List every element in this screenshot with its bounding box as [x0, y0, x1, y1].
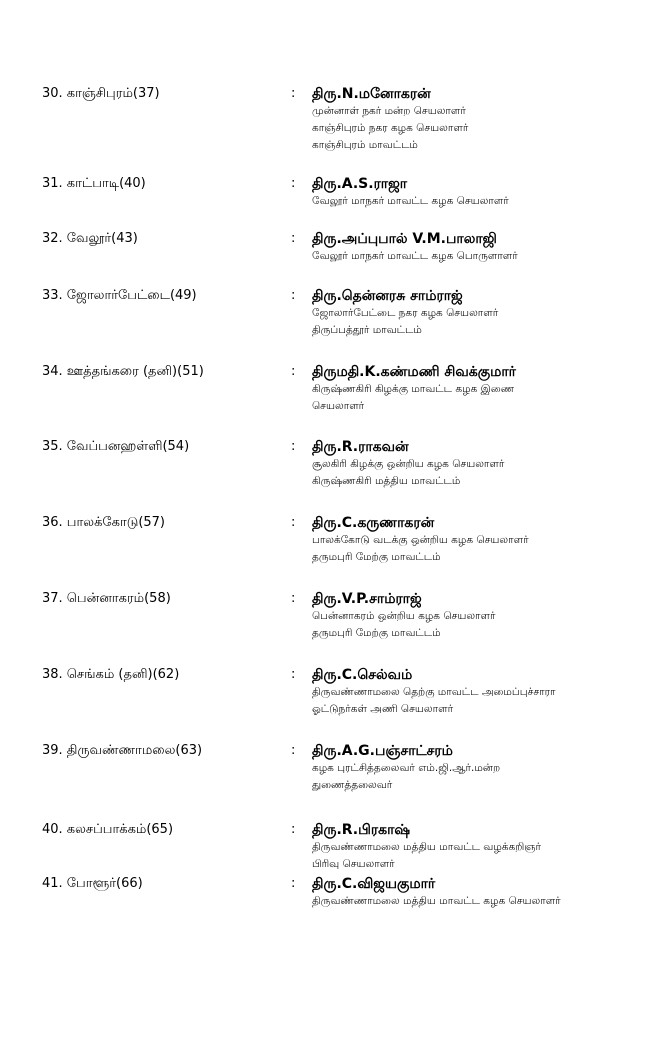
separator: :: [291, 364, 296, 379]
constituency-label: 41. போளூர்(66): [42, 876, 143, 891]
separator: :: [291, 515, 296, 530]
constituency-label: 37. பென்னாகரம்(58): [42, 591, 171, 606]
candidate-name: திரு.A.S.ராஜா: [312, 176, 408, 192]
constituency-label: 39. திருவண்ணாமலை(63): [42, 743, 203, 758]
candidate-name: திருமதி.K.கண்மணி சிவக்குமார்: [312, 364, 516, 380]
separator: :: [291, 667, 296, 682]
candidate-role: வேலூர் மாநகர் மாவட்ட கழக பொருளாளர்: [312, 250, 518, 262]
separator: :: [291, 231, 296, 246]
separator: :: [291, 288, 296, 303]
candidate-role: கழக புரட்சித்தலைவர் எம்.ஜி.ஆர்.மன்ற: [312, 762, 501, 774]
candidate-role: காஞ்சிபுரம் மாவட்டம்: [312, 139, 418, 151]
candidate-block: [312, 439, 642, 490]
constituency-label: 34. ஊத்தங்கரை (தனி)(51): [42, 364, 204, 379]
candidate-name: திரு.R.பிரகாஷ்: [312, 822, 411, 838]
candidate-role: கிருஷ்ணகிரி மத்திய மாவட்டம்: [312, 475, 461, 487]
candidate-block: [312, 364, 642, 415]
constituency-label: 40. கலசப்பாக்கம்(65): [42, 822, 174, 837]
candidate-role: திருவண்ணாமலை மத்திய மாவட்ட கழக செயலாளர்: [312, 895, 561, 907]
candidate-role: ஓட்டுநர்கள் அணி செயலாளர்: [312, 703, 454, 715]
constituency-label: 30. காஞ்சிபுரம்(37): [42, 86, 160, 101]
candidate-block: [312, 288, 642, 339]
separator: :: [291, 439, 296, 454]
constituency-label: 38. செங்கம் (தனி)(62): [42, 667, 180, 682]
candidate-role: பென்னாகரம் ஒன்றிய கழக செயலாளர்: [312, 610, 496, 622]
separator: :: [291, 591, 296, 606]
candidate-role: திருவண்ணாமலை மத்திய மாவட்ட வழக்கறிஞர்: [312, 841, 542, 853]
candidate-block: [312, 231, 642, 265]
candidate-role: காஞ்சிபுரம் நகர கழக செயலாளர்: [312, 122, 469, 134]
candidate-role: முன்னாள் நகர் மன்ற செயலாளர்: [312, 105, 466, 117]
candidate-block: [312, 822, 642, 873]
candidate-name: திரு.C.செல்வம்: [312, 667, 413, 683]
candidate-role: கிருஷ்ணகிரி கிழக்கு மாவட்ட கழக இணை: [312, 383, 515, 395]
candidate-name: திரு.A.G.பஞ்சாட்சரம்: [312, 743, 453, 759]
separator: :: [291, 743, 296, 758]
candidate-block: [312, 176, 642, 210]
candidate-role: துணைத்தலைவர்: [312, 779, 393, 791]
candidate-name: திரு.அப்புபால் V.M.பாலாஜி: [312, 231, 497, 247]
candidate-role: ஜோலார்பேட்டை நகர கழக செயலாளர்: [312, 307, 499, 319]
candidate-role: செயலாளர்: [312, 400, 365, 412]
candidate-name: திரு.தென்னரசு சாம்ராஜ்: [312, 288, 463, 304]
candidate-block: [312, 667, 642, 718]
candidate-role: தருமபுரி மேற்கு மாவட்டம்: [312, 551, 441, 563]
candidate-name: திரு.C.கருணாகரன்: [312, 515, 435, 531]
candidate-role: வேலூர் மாநகர் மாவட்ட கழக செயலாளர்: [312, 195, 509, 207]
candidate-role: பிரிவு செயலாளர்: [312, 858, 395, 870]
separator: :: [291, 176, 296, 191]
candidate-block: [312, 591, 642, 642]
constituency-label: 31. காட்பாடி(40): [42, 176, 146, 191]
constituency-label: 33. ஜோலார்பேட்டை(49): [42, 288, 197, 303]
separator: :: [291, 86, 296, 101]
candidate-role: தருமபுரி மேற்கு மாவட்டம்: [312, 627, 441, 639]
candidate-block: [312, 876, 642, 910]
constituency-label: 36. பாலக்கோடு(57): [42, 515, 166, 530]
candidate-block: [312, 86, 642, 154]
candidate-role: சூலகிரி கிழக்கு ஒன்றிய கழக செயலாளர்: [312, 458, 505, 470]
candidate-name: திரு.R.ராகவன்: [312, 439, 409, 455]
candidate-name: திரு.V.P.சாம்ராஜ்: [312, 591, 422, 607]
candidate-role: திருப்பத்தூர் மாவட்டம்: [312, 324, 422, 336]
candidate-block: [312, 515, 642, 566]
candidate-role: திருவண்ணாமலை தெற்கு மாவட்ட அமைப்புச்சாரா: [312, 686, 556, 698]
candidate-block: [312, 743, 642, 794]
separator: :: [291, 822, 296, 837]
constituency-label: 32. வேலூர்(43): [42, 231, 138, 246]
constituency-label: 35. வேப்பனஹள்ளி(54): [42, 439, 190, 454]
separator: :: [291, 876, 296, 891]
candidate-name: திரு.N.மனோகரன்: [312, 86, 431, 102]
candidate-role: பாலக்கோடு வடக்கு ஒன்றிய கழக செயலாளர்: [312, 534, 529, 546]
candidate-name: திரு.C.விஜயகுமார்: [312, 876, 436, 892]
